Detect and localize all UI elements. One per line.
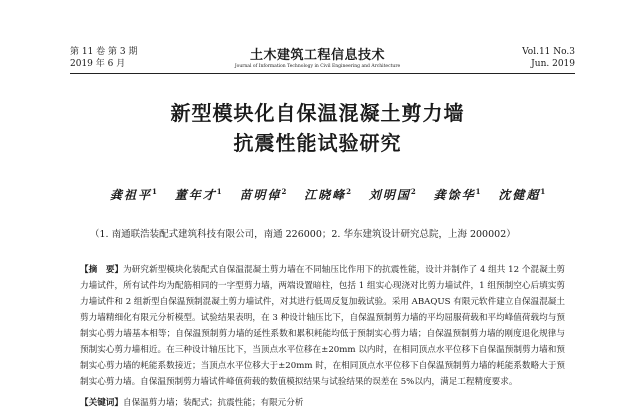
- author: 沈健超$^1$: [498, 187, 546, 202]
- keywords-text: 自保温剪力墙；装配式；抗震性能；有限元分析: [122, 398, 304, 408]
- volume-en: Vol.11 No.3: [522, 47, 575, 57]
- author: 董年才$^1$: [174, 187, 222, 202]
- abstract-text: 为研究新型模块化装配式自保温混凝土剪力墙在不同轴压比作用下的抗震性能，设计并制作了 4 组共 12 个混凝土剪力墙试件，所有试件均为配筋相同的一字型剪力墙，两端设置暗柱，包括 1 组实心现浇对比剪力墙试件，1 组预制空心后填实剪力墙试件和 2 组新型自保温预制混凝土剪力墙试件，对其进行低周反复加载试验。采用 ABAQUS 有限元软件建立自保温混凝土剪力墙精细化有限元分析模型。试验结果表明，在 3 种设计轴压比下，自保温预制剪力墙的平均屈服荷载和平均峰值荷载均与预制实心剪力墙基本相等；自保温预制剪力墙的延性系数和累积耗能均低于预制实心剪力墙；自保温预制剪力墙的刚度退化规律与预制实心剪力墙相近。在三种设计轴压比下，当顶点水平位移在±20mm 以内时，在相同顶点水平位移下自保温预制剪力墙和预制实心剪力墙的耗能系数接近；当顶点水平位移大于±20mm 时，在相同顶点水平位移下自保温预制剪力墙的耗能系数略大于预制实心剪力墙。自保温预制剪力墙试件峰值荷载的数值模拟结果与试验结果的误差在 5%以内，满足工程精度要求。: [80, 265, 565, 387]
- author: 江晓峰$^2$: [304, 187, 352, 202]
- date-cn: 2019 年 6 月: [70, 59, 126, 69]
- journal-header: [0, 0, 635, 70]
- affiliations: （1. 南通联浩装配式建筑科技有限公司，南通 226000；2. 华东建筑设计研究总院，上海 200002）: [90, 229, 516, 240]
- issue-info-cn: [70, 46, 137, 70]
- title-line-1: 新型模块化自保温混凝土剪力墙: [170, 101, 465, 125]
- header-divider: [70, 73, 575, 74]
- author: 龚馀华$^1$: [433, 187, 481, 202]
- author: 苗明倬$^2$: [239, 187, 287, 202]
- issue-info-en: [522, 46, 575, 70]
- keywords: [80, 396, 303, 408]
- journal-title-en: Journal of Information Technology in Civil Engineering and Architecture: [234, 64, 401, 69]
- abstract-label: 【摘 要】: [80, 265, 124, 275]
- abstract: [80, 262, 565, 390]
- journal-title-cn: 土木建筑工程信息技术: [249, 48, 385, 63]
- author: 刘明国$^2$: [368, 187, 416, 202]
- journal-name: [150, 44, 485, 69]
- keywords-label: 【关键词】: [80, 398, 123, 408]
- author: 龚祖平$^1$: [110, 187, 157, 202]
- volume-cn: 第 11 卷 第 3 期: [70, 47, 138, 57]
- paper-title: [0, 98, 635, 158]
- title-line-2: 抗震性能试验研究: [233, 131, 402, 155]
- date-en: Jun. 2019: [531, 59, 575, 69]
- author-list: [110, 186, 559, 203]
